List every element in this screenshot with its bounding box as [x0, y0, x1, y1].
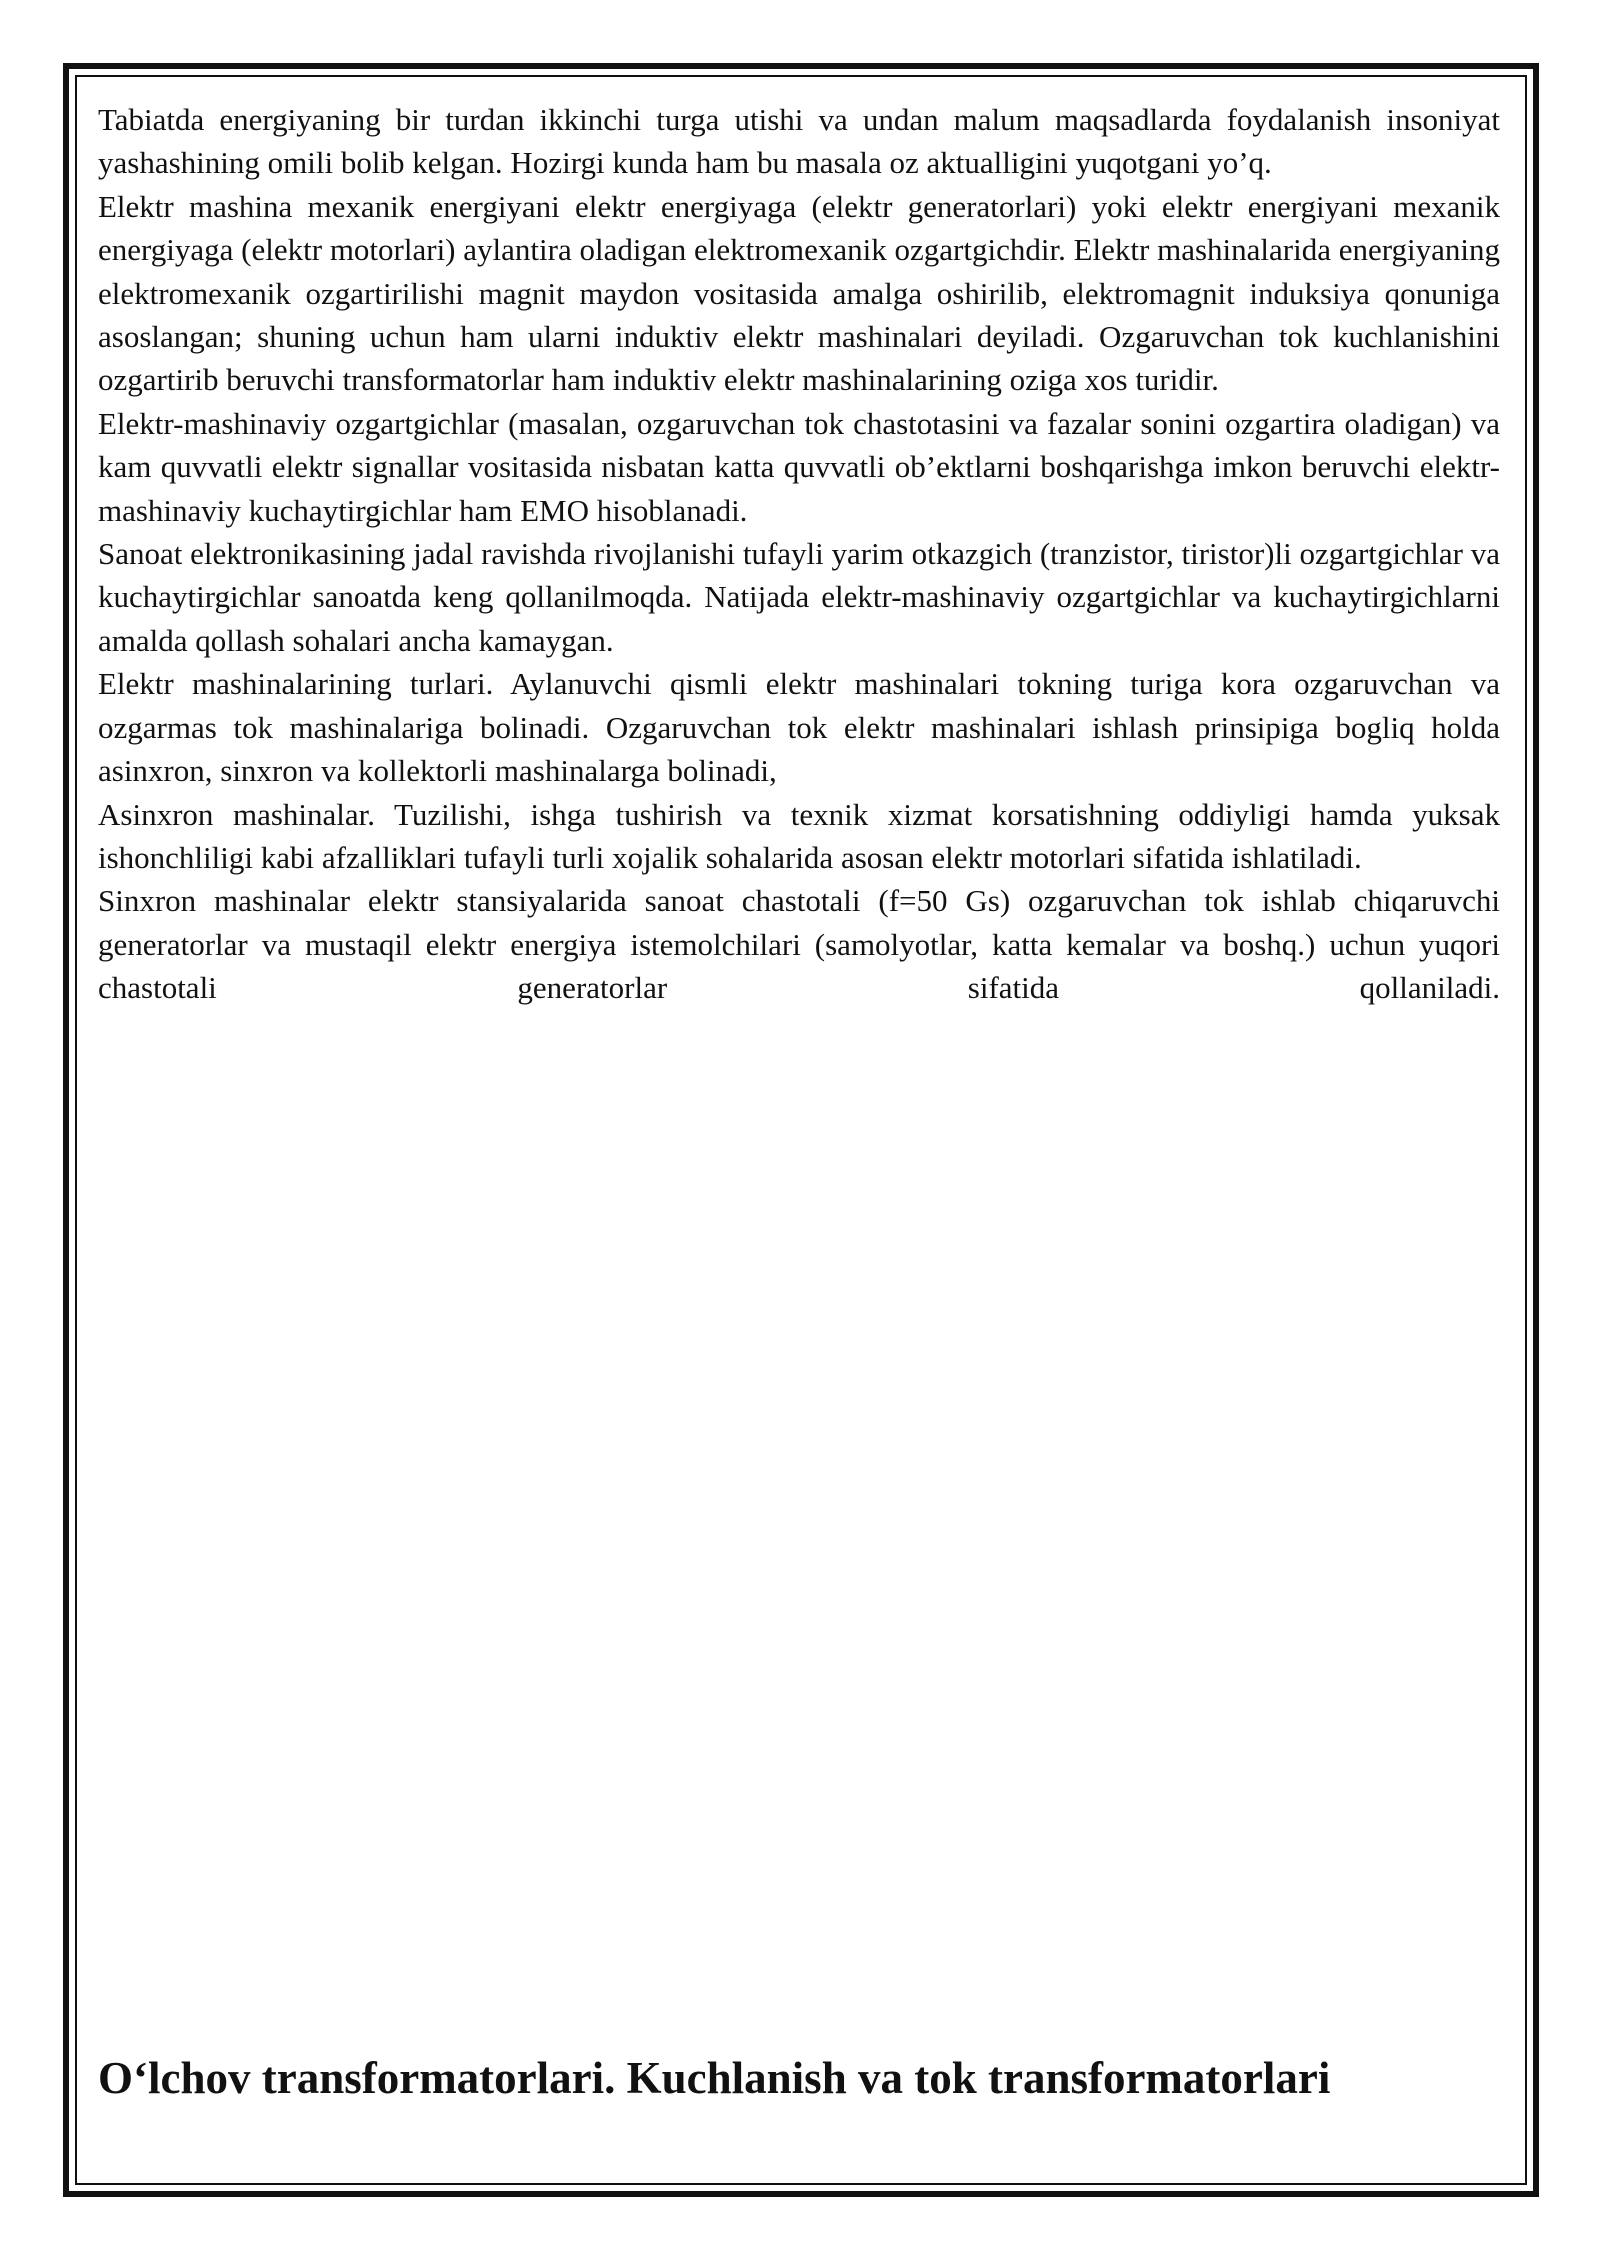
- paragraph-industrial-electronics: Sanoat elektronikasining jadal ravishda rivojlanishi tufayli yarim otkazgich (tranzistor, tiristor)li ozgartgichlar va kuchaytirgichlar sanoatda keng qollanilmoqda. Natijada elektr-mashinaviy ozgartgichlar va kuchaytirgichlarni amalda qollash sohalari ancha kamaygan.: [98, 536, 1500, 658]
- paragraph-synchronous-machines: Sinxron mashinalar elektr stansiyalarida sanoat chastotali (f=50 Gs) ozgaruvchan tok ishlab chiqaruvchi generatorlar va mustaqil elektr energiya istemolchilari (samolyotlar, katta kemalar va boshq.) uchun yuqori chastotali generatorlar sifatida qollaniladi.: [98, 883, 1500, 1006]
- paragraph-asynchronous-machines: Asinxron mashinalar. Tuzilishi, ishga tushirish va texnik xizmat korsatishning oddiyligi hamda yuksak ishonchliligi kabi afzalliklari tufayli turli xojalik sohalarida asosan elektr motorlari sifatida ishlatiladi.: [98, 796, 1500, 875]
- section-heading: O‘lchov transformatorlari. Kuchlanish va tok transformatorlari: [98, 2053, 1331, 2103]
- paragraph-intro: Tabiatda energiyaning bir turdan ikkinchi turga utishi va undan malum maqsadlarda foydalanish insoniyat yashashining omili bolib kelgan. Hozirgi kunda ham bu masala oz aktualligini yuqotgani yo’q.: [98, 102, 1500, 181]
- paragraph-machine-types: Elektr mashinalarining turlari. Aylanuvchi qismli elektr mashinalari tokning turiga kora ozgaruvchan va ozgarmas tok mashinalariga bolinadi. Ozgaruvchan tok elektr mashinalari ishlash prinsipiga bogliq holda asinxron, sinxron va kollektorli mashinalarga bolinadi,: [98, 666, 1500, 789]
- paragraph-electric-machine-definition: Elektr mashina mexanik energiyani elektr energiyaga (elektr generatorlari) yoki elektr energiyani mexanik energiyaga (elektr motorlari) aylantira oladigan elektromexanik ozgartgichdir. Elektr mashinalarida energiyaning elektromexanik ozgartirilishi magnit maydon vositasida amalga oshirilib, elektromagnit induksiya qonuniga asoslangan; shuning uchun ham ularni induktiv elektr mashinalari deyiladi. Ozgaruvchan tok kuchlanishini ozgartirib beruvchi transformatorlar ham induktiv elektr mashinalarining oziga xos turidir.: [98, 188, 1500, 398]
- document-body: [98, 98, 1500, 1010]
- paragraph-electromechanical-converters: Elektr-mashinaviy ozgartgichlar (masalan, ozgaruvchan tok chastotasini va fazalar sonini ozgartira oladigan) va kam quvvatli elektr signallar vositasida nisbatan katta quvvatli ob’ektlarni boshqarishga imkon beruvchi elektr-mashinaviy kuchaytirgichlar ham EMO hisoblanadi.: [98, 405, 1500, 528]
